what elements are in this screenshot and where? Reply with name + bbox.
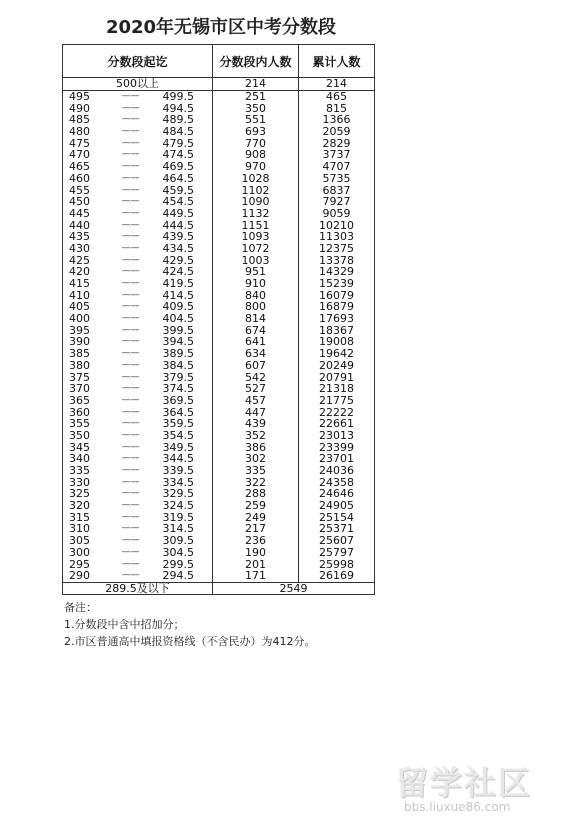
range-high: 459.5: [155, 184, 213, 196]
range-dash: ——: [121, 149, 140, 160]
range-dash: ——: [121, 207, 140, 218]
cumulative-cell: 1366: [299, 114, 375, 126]
cumulative-cell: 5735: [299, 173, 375, 185]
count-cell: 951: [213, 266, 299, 278]
range-dash: ——: [121, 453, 140, 464]
cumulative-cell: 21775: [299, 395, 375, 407]
range-dash: ——: [121, 126, 140, 137]
cumulative-cell: 20791: [299, 371, 375, 383]
count-cell: 1028: [213, 173, 299, 185]
count-cell: 970: [213, 161, 299, 173]
watermark-url: bbs.liuxue86.com: [404, 800, 511, 814]
range-high: 314.5: [155, 523, 213, 535]
range-dash: ——: [121, 313, 140, 324]
top-row-count: 214: [213, 78, 299, 91]
range-low: 325: [63, 488, 107, 500]
table-row: [63, 313, 375, 325]
table-row: [63, 324, 375, 336]
cumulative-cell: 15239: [299, 278, 375, 290]
count-cell: 551: [213, 114, 299, 126]
count-cell: 641: [213, 336, 299, 348]
range-low: 350: [63, 430, 107, 442]
range-dash: ——: [121, 336, 140, 347]
count-cell: 634: [213, 348, 299, 360]
range-dash: ——: [121, 196, 140, 207]
range-low: 470: [63, 149, 107, 161]
note-item: 2.市区普通高中填报资格线（不含民办）为412分。: [64, 635, 316, 649]
range-high: 479.5: [155, 137, 213, 149]
table-row: [63, 278, 375, 290]
cumulative-cell: 23399: [299, 441, 375, 453]
range-low: 430: [63, 243, 107, 255]
range-high: 469.5: [155, 161, 213, 173]
table-row: [63, 476, 375, 488]
range-dash: ——: [121, 465, 140, 476]
range-high: 344.5: [155, 453, 213, 465]
cumulative-cell: 23701: [299, 453, 375, 465]
range-high: 299.5: [155, 558, 213, 570]
bottom-row: [63, 582, 375, 595]
table-row: [63, 570, 375, 582]
range-high: 429.5: [155, 254, 213, 266]
range-low: 300: [63, 547, 107, 559]
table-row: [63, 488, 375, 500]
range-low: 345: [63, 441, 107, 453]
count-cell: 908: [213, 149, 299, 161]
table-row: [63, 430, 375, 442]
count-cell: 1132: [213, 208, 299, 220]
range-dash: ——: [121, 266, 140, 277]
cumulative-cell: 19008: [299, 336, 375, 348]
table-row: [63, 184, 375, 196]
range-dash: ——: [121, 429, 140, 440]
cumulative-cell: 25607: [299, 535, 375, 547]
table-row: [63, 196, 375, 208]
range-dash: ——: [121, 219, 140, 230]
range-high: 499.5: [155, 90, 213, 102]
range-high: 379.5: [155, 371, 213, 383]
range-high: 324.5: [155, 500, 213, 512]
table-row: [63, 114, 375, 126]
range-high: 339.5: [155, 465, 213, 477]
table-row: [63, 383, 375, 395]
range-dash: ——: [121, 348, 140, 359]
range-dash: ——: [121, 511, 140, 522]
range-low: 445: [63, 208, 107, 220]
range-low: 480: [63, 126, 107, 138]
range-dash: ——: [121, 383, 140, 394]
cumulative-cell: 7927: [299, 196, 375, 208]
table-row: [63, 90, 375, 102]
count-cell: 910: [213, 278, 299, 290]
cumulative-cell: 16079: [299, 289, 375, 301]
cumulative-cell: 25154: [299, 511, 375, 523]
range-low: 450: [63, 196, 107, 208]
table-row: [63, 453, 375, 465]
range-high: 484.5: [155, 126, 213, 138]
range-high: 449.5: [155, 208, 213, 220]
table-row: [63, 149, 375, 161]
cumulative-cell: 12375: [299, 243, 375, 255]
range-high: 369.5: [155, 395, 213, 407]
range-low: 330: [63, 476, 107, 488]
table-row: [63, 500, 375, 512]
table-row: [63, 219, 375, 231]
table-row: [63, 535, 375, 547]
watermark-logo: [396, 758, 566, 820]
count-cell: 190: [213, 547, 299, 559]
range-dash: ——: [121, 488, 140, 499]
table-row: [63, 243, 375, 255]
cumulative-cell: 25797: [299, 547, 375, 559]
range-high: 374.5: [155, 383, 213, 395]
cumulative-cell: 20249: [299, 360, 375, 372]
range-low: 360: [63, 406, 107, 418]
range-low: 315: [63, 511, 107, 523]
count-cell: 352: [213, 430, 299, 442]
range-high: 399.5: [155, 324, 213, 336]
top-row-label: 500以上: [63, 78, 213, 91]
range-dash: ——: [121, 558, 140, 569]
range-dash: ——: [121, 114, 140, 125]
range-low: 395: [63, 324, 107, 336]
cumulative-cell: 24358: [299, 476, 375, 488]
range-dash: ——: [121, 242, 140, 253]
range-dash: ——: [121, 570, 140, 581]
cumulative-cell: 24905: [299, 500, 375, 512]
range-high: 354.5: [155, 430, 213, 442]
note-item: 1.分数段中含中招加分；: [64, 618, 185, 632]
count-cell: 840: [213, 289, 299, 301]
range-low: 365: [63, 395, 107, 407]
header-row: [63, 45, 375, 78]
table-row: [63, 395, 375, 407]
cumulative-cell: 22222: [299, 406, 375, 418]
bottom-row-label: 289.5及以下: [63, 582, 213, 595]
score-sheet: [62, 12, 380, 650]
range-high: 439.5: [155, 231, 213, 243]
range-high: 329.5: [155, 488, 213, 500]
count-cell: 1090: [213, 196, 299, 208]
count-cell: 335: [213, 465, 299, 477]
notes-heading: 备注：: [64, 601, 97, 615]
count-cell: 770: [213, 137, 299, 149]
cumulative-cell: 3737: [299, 149, 375, 161]
count-cell: 439: [213, 418, 299, 430]
table-row: [63, 336, 375, 348]
cumulative-cell: 24646: [299, 488, 375, 500]
count-cell: 322: [213, 476, 299, 488]
range-high: 309.5: [155, 535, 213, 547]
watermark-text: 留学社区: [396, 764, 533, 802]
table-row: [63, 348, 375, 360]
range-dash: ——: [121, 172, 140, 183]
cumulative-cell: 17693: [299, 313, 375, 325]
range-dash: ——: [121, 500, 140, 511]
count-cell: 457: [213, 395, 299, 407]
range-high: 434.5: [155, 243, 213, 255]
table-row: [63, 441, 375, 453]
count-cell: 171: [213, 570, 299, 582]
table-row: [63, 102, 375, 114]
range-dash: ——: [121, 371, 140, 382]
range-high: 454.5: [155, 196, 213, 208]
range-dash: ——: [121, 102, 140, 113]
cumulative-cell: 11303: [299, 231, 375, 243]
range-high: 424.5: [155, 266, 213, 278]
cumulative-cell: 21318: [299, 383, 375, 395]
header-count: 分数段内人数: [213, 45, 299, 78]
range-low: 310: [63, 523, 107, 535]
range-low: 465: [63, 161, 107, 173]
range-low: 370: [63, 383, 107, 395]
count-cell: 288: [213, 488, 299, 500]
cumulative-cell: 18367: [299, 324, 375, 336]
count-cell: 447: [213, 406, 299, 418]
table-row: [63, 371, 375, 383]
range-high: 334.5: [155, 476, 213, 488]
count-cell: 217: [213, 523, 299, 535]
top-row-cumulative: 214: [299, 78, 375, 91]
range-high: 409.5: [155, 301, 213, 313]
range-high: 464.5: [155, 173, 213, 185]
table-row: [63, 173, 375, 185]
range-high: 384.5: [155, 360, 213, 372]
range-low: 440: [63, 219, 107, 231]
range-high: 319.5: [155, 511, 213, 523]
range-dash: ——: [121, 394, 140, 405]
range-dash: ——: [121, 406, 140, 417]
range-low: 305: [63, 535, 107, 547]
range-dash: ——: [121, 546, 140, 557]
table-row: [63, 301, 375, 313]
range-high: 404.5: [155, 313, 213, 325]
cumulative-cell: 13378: [299, 254, 375, 266]
header-range: 分数段起讫: [63, 45, 213, 78]
table-row: [63, 511, 375, 523]
cumulative-cell: 4707: [299, 161, 375, 173]
range-low: 495: [63, 90, 107, 102]
range-low: 455: [63, 184, 107, 196]
range-dash: ——: [121, 535, 140, 546]
range-high: 444.5: [155, 219, 213, 231]
count-cell: 236: [213, 535, 299, 547]
range-low: 375: [63, 371, 107, 383]
table-row: [63, 406, 375, 418]
count-cell: 259: [213, 500, 299, 512]
range-low: 355: [63, 418, 107, 430]
range-dash: ——: [121, 278, 140, 289]
count-cell: 1003: [213, 254, 299, 266]
range-low: 340: [63, 453, 107, 465]
cumulative-cell: 14329: [299, 266, 375, 278]
table-row: [63, 254, 375, 266]
range-dash: ——: [121, 324, 140, 335]
count-cell: 386: [213, 441, 299, 453]
range-high: 294.5: [155, 570, 213, 582]
table-row: [63, 266, 375, 278]
cumulative-cell: 10210: [299, 219, 375, 231]
range-dash: ——: [121, 184, 140, 195]
cumulative-cell: 25371: [299, 523, 375, 535]
range-high: 359.5: [155, 418, 213, 430]
range-high: 304.5: [155, 547, 213, 559]
cumulative-cell: 19642: [299, 348, 375, 360]
range-low: 400: [63, 313, 107, 325]
range-low: 295: [63, 558, 107, 570]
score-table: [62, 44, 375, 595]
count-cell: 693: [213, 126, 299, 138]
cumulative-cell: 23013: [299, 430, 375, 442]
range-high: 474.5: [155, 149, 213, 161]
cumulative-cell: 25998: [299, 558, 375, 570]
table-row: [63, 547, 375, 559]
range-dash: ——: [121, 231, 140, 242]
range-high: 389.5: [155, 348, 213, 360]
count-cell: 201: [213, 558, 299, 570]
count-cell: 607: [213, 360, 299, 372]
cumulative-cell: 2829: [299, 137, 375, 149]
range-low: 435: [63, 231, 107, 243]
bottom-row-count: 2549: [213, 582, 375, 595]
range-low: 415: [63, 278, 107, 290]
cumulative-cell: 16879: [299, 301, 375, 313]
range-high: 494.5: [155, 102, 213, 114]
cumulative-cell: 2059: [299, 126, 375, 138]
table-row: [63, 231, 375, 243]
range-low: 475: [63, 137, 107, 149]
range-high: 364.5: [155, 406, 213, 418]
table-row: [63, 360, 375, 372]
range-low: 290: [63, 570, 107, 582]
count-cell: 1093: [213, 231, 299, 243]
page-title: 2020年无锡市区中考分数段: [105, 17, 337, 38]
notes: [62, 599, 380, 650]
range-dash: ——: [121, 301, 140, 312]
cumulative-cell: 465: [299, 90, 375, 102]
count-cell: 302: [213, 453, 299, 465]
cumulative-cell: 9059: [299, 208, 375, 220]
range-low: 490: [63, 102, 107, 114]
count-cell: 674: [213, 324, 299, 336]
table-row: [63, 137, 375, 149]
table-row: [63, 523, 375, 535]
table-row: [63, 289, 375, 301]
count-cell: 1151: [213, 219, 299, 231]
range-low: 405: [63, 301, 107, 313]
range-low: 425: [63, 254, 107, 266]
range-dash: ——: [121, 523, 140, 534]
count-cell: 249: [213, 511, 299, 523]
range-high: 419.5: [155, 278, 213, 290]
table-row: [63, 161, 375, 173]
count-cell: 1102: [213, 184, 299, 196]
range-dash: ——: [121, 254, 140, 265]
range-high: 489.5: [155, 114, 213, 126]
range-high: 349.5: [155, 441, 213, 453]
range-dash: ——: [121, 418, 140, 429]
table-row: [63, 208, 375, 220]
table-row: [63, 126, 375, 138]
range-low: 410: [63, 289, 107, 301]
range-low: 420: [63, 266, 107, 278]
range-dash: ——: [121, 359, 140, 370]
top-row: [63, 78, 375, 91]
range-dash: ——: [121, 289, 140, 300]
range-low: 320: [63, 500, 107, 512]
range-dash: ——: [121, 91, 140, 102]
range-dash: ——: [121, 441, 140, 452]
cumulative-cell: 24036: [299, 465, 375, 477]
count-cell: 350: [213, 102, 299, 114]
cumulative-cell: 22661: [299, 418, 375, 430]
range-low: 485: [63, 114, 107, 126]
count-cell: 251: [213, 90, 299, 102]
range-low: 380: [63, 360, 107, 372]
cumulative-cell: 6837: [299, 184, 375, 196]
count-cell: 1072: [213, 243, 299, 255]
range-low: 335: [63, 465, 107, 477]
count-cell: 814: [213, 313, 299, 325]
range-dash: ——: [121, 161, 140, 172]
range-high: 394.5: [155, 336, 213, 348]
table-row: [63, 418, 375, 430]
count-cell: 527: [213, 383, 299, 395]
count-cell: 800: [213, 301, 299, 313]
range-low: 390: [63, 336, 107, 348]
range-high: 414.5: [155, 289, 213, 301]
count-cell: 542: [213, 371, 299, 383]
table-row: [63, 558, 375, 570]
cumulative-cell: 815: [299, 102, 375, 114]
header-cumulative: 累计人数: [299, 45, 375, 78]
range-dash: ——: [121, 476, 140, 487]
range-dash: ——: [121, 137, 140, 148]
range-low: 460: [63, 173, 107, 185]
range-low: 385: [63, 348, 107, 360]
cumulative-cell: 26169: [299, 570, 375, 582]
table-row: [63, 465, 375, 477]
